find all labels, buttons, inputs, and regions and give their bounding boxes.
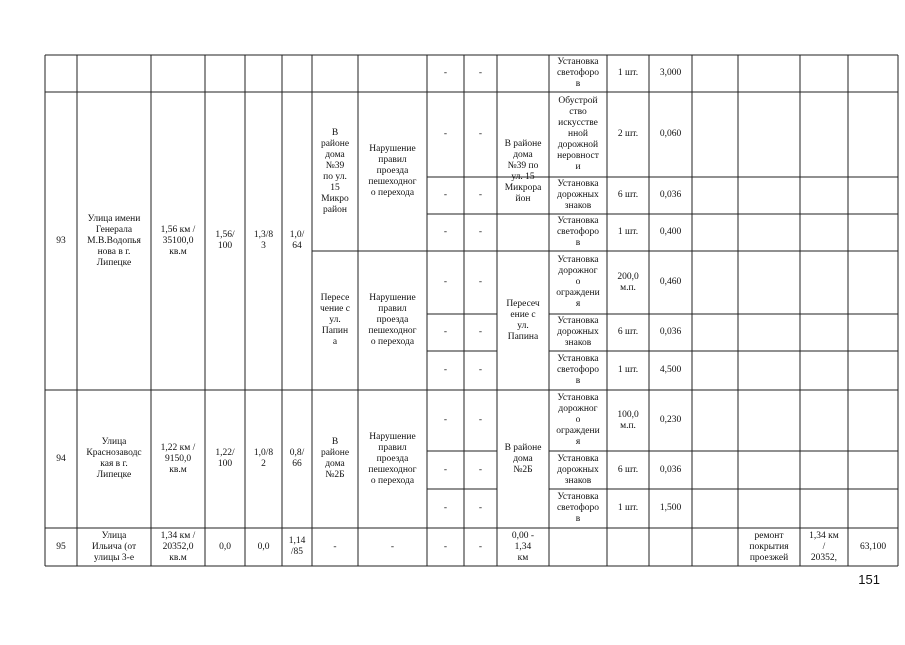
indicator-cell: 0,8/ 66 [289,448,305,469]
measure-cell: Установка светофоро в [556,216,600,248]
cost-cell: 0,400 [659,227,682,237]
place-cell: Пересе чение с ул. Папин а [320,293,350,347]
quantity-cell: 1 шт. [617,68,639,78]
dash-cell: - [478,415,483,425]
dash-cell: - [478,503,483,513]
dash-cell: - [478,277,483,287]
dash-cell: - [443,327,448,337]
place-cell: В районе дома №2Б [320,437,350,480]
dash-cell: - [443,227,448,237]
indicator-cell: 1,0/8 2 [253,448,274,469]
place-cell: В районе дома №39 по ул. 15 Микро район [320,127,350,215]
street-name-cell: Улица Краснозаводс кая в г. Липецке [86,437,142,480]
quantity-cell: 200,0 м.п. [617,271,639,293]
location-cell: В районе дома №2Б [504,442,542,475]
measure-cell: Установка дорожног о ограждени я [556,393,600,447]
location-cell: 0,00 - 1,34 км [511,530,535,563]
cost-cell: 0,036 [659,327,682,337]
quantity-cell: 1 шт. [617,227,639,237]
measure-cell: Установка дорожных знаков [557,453,599,486]
quantity-cell: 1 шт. [617,503,639,513]
cost-cell: 0,230 [659,415,682,425]
violation-cell: - [390,541,395,552]
cost-cell: 0,060 [659,129,682,139]
quantity-cell: 6 шт. [617,190,639,200]
indicator-cell: 1,0/ 64 [289,230,305,251]
measure-cell: Установка дорожных знаков [557,316,599,348]
dash-cell: - [443,68,448,78]
repair-cost-cell: 63,100 [859,541,887,552]
dash-cell: - [478,327,483,337]
measure-cell: Установка дорожных знаков [557,179,599,211]
quantity-cell: 6 шт. [617,327,639,337]
quantity-cell: 2 шт. [617,129,639,139]
location-cell: Пересеч ение с ул. Папина [506,298,540,342]
street-length-cell: 1,22 км / 9150,0 кв.м [160,442,196,475]
indicator-cell: 1,14 /85 [288,536,306,557]
row-number-cell: 93 [56,235,66,246]
cost-cell: 3,000 [659,68,682,78]
row-number-cell: 94 [56,453,66,464]
location-cell: В районе дома №39 по ул. 15 Микрора йон [504,138,542,204]
measure-cell: Установка светофоро в [556,354,600,386]
measure-cell: Установка светофоро в [556,492,600,524]
street-length-cell: 1,34 км / 20352,0 кв.м [160,530,196,563]
repair-length-cell: 1,34 км / 20352, [809,530,839,563]
dash-cell: - [443,415,448,425]
indicator-cell: 1,3/8 3 [253,230,274,251]
cost-cell: 4,500 [659,365,682,375]
quantity-cell: 1 шт. [617,365,639,375]
cost-cell: 0,036 [659,464,682,475]
indicator-cell: 1,56/ 100 [215,230,235,251]
measure-cell: Установка дорожног о ограждени я [556,255,600,309]
dash-cell: - [443,190,448,200]
quantity-cell: 100,0 м.п. [617,409,639,431]
dash-cell: - [478,227,483,237]
dash-cell: - [443,129,448,139]
dash-cell: - [478,190,483,200]
page-number: 151 [858,572,880,587]
dash-cell: - [443,277,448,287]
violation-cell: Нарушение правил проезда пешеходног о перехода [368,144,417,198]
street-name-cell: Улица Ильича (от улицы 3-е [91,530,137,563]
dash-cell: - [478,129,483,139]
dash-cell: - [478,541,483,552]
violation-cell: Нарушение правил проезда пешеходног о перехода [368,431,417,486]
indicator-cell: 1,22/ 100 [215,448,235,469]
place-cell: - [333,541,337,552]
indicator-cell: 0,0 [257,541,270,552]
indicator-cell: 0,0 [219,541,231,552]
street-length-cell: 1,56 км / 35100,0 кв.м [160,224,196,257]
dash-cell: - [443,464,448,475]
cost-cell: 1,500 [659,503,682,513]
dash-cell: - [443,365,448,375]
violation-cell: Нарушение правил проезда пешеходног о перехода [368,293,417,347]
street-name-cell: Улица имени Генерала М.В.Водопья нова в г. Липецке [87,213,141,268]
measure-cell: Обустрой ство искусстве нной дорожной неровност и [557,96,599,172]
dash-cell: - [478,464,483,475]
dash-cell: - [478,68,483,78]
dash-cell: - [478,365,483,375]
row-number-cell: 95 [56,541,66,552]
quantity-cell: 6 шт. [617,464,639,475]
dash-cell: - [443,503,448,513]
repair-type-cell: ремонт покрытия проезжей [749,530,789,563]
dash-cell: - [443,541,448,552]
cost-cell: 0,036 [659,190,682,200]
measure-cell: Установка светофоро в [556,57,600,89]
cost-cell: 0,460 [659,277,682,287]
